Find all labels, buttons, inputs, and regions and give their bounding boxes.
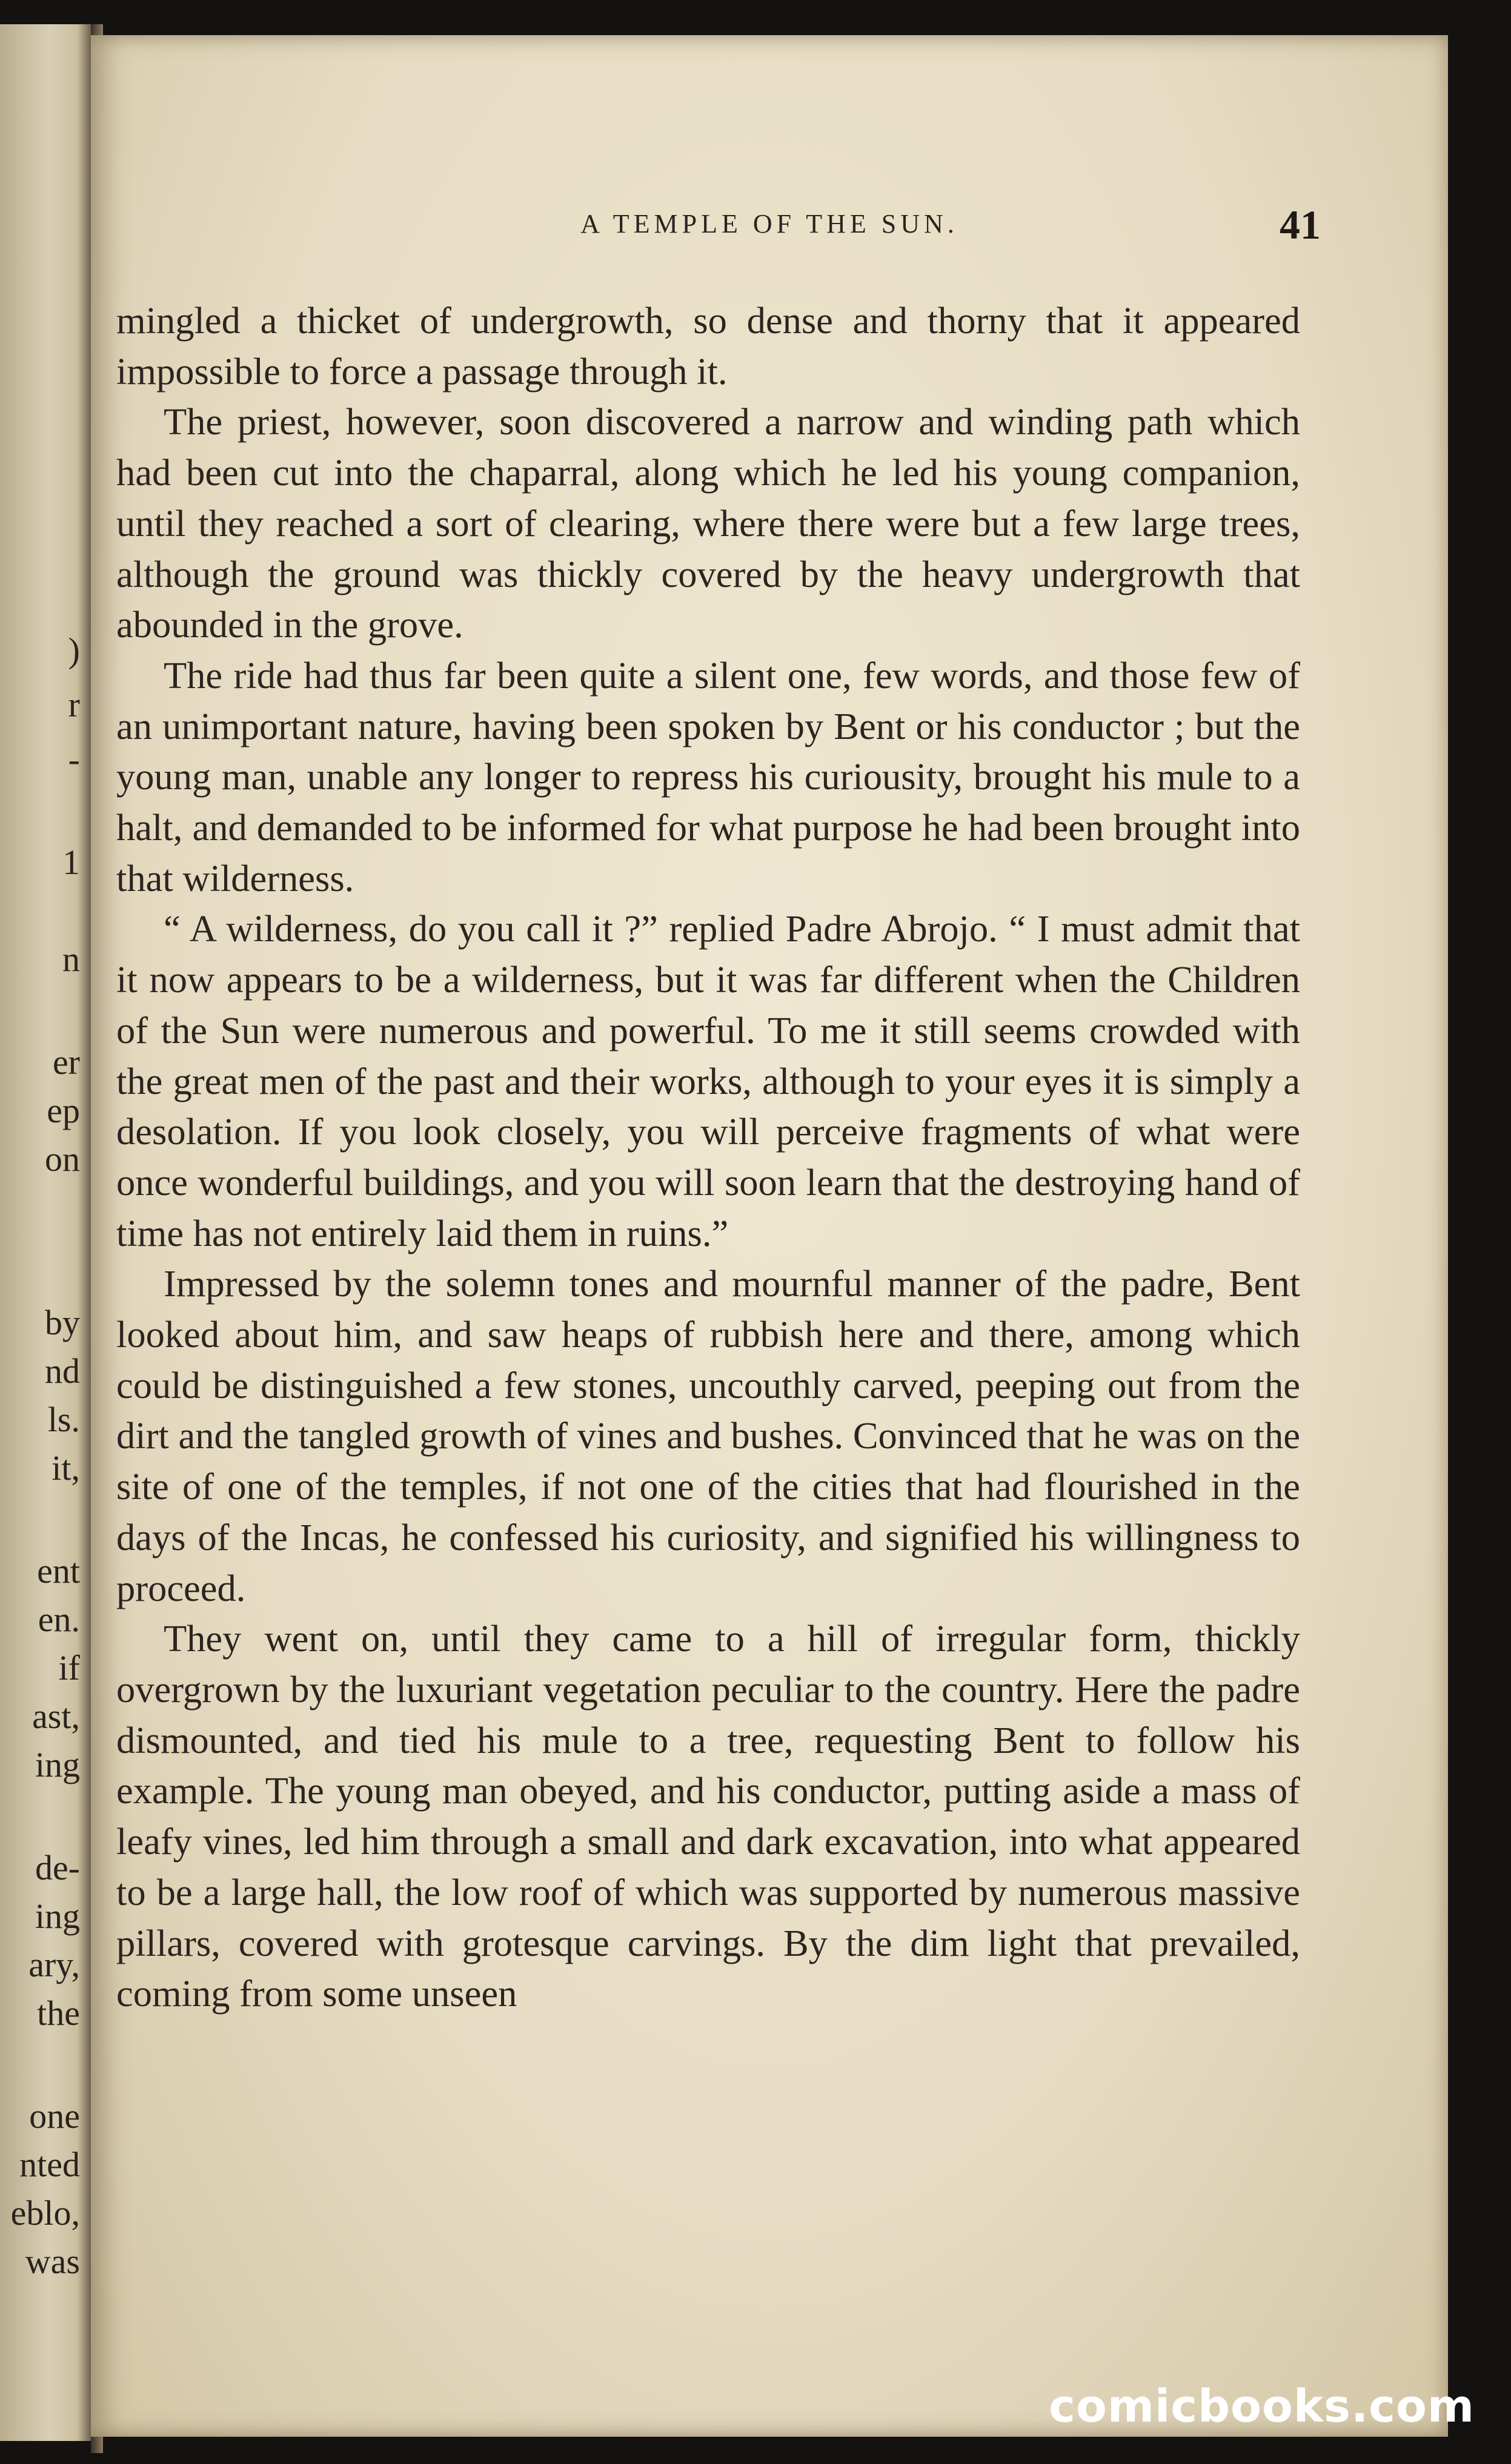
margin-fragment: ep (47, 1091, 80, 1130)
margin-fragment: it, (51, 1448, 80, 1488)
margin-fragment: en. (38, 1600, 80, 1639)
site-watermark: comicbooks.com (1049, 2380, 1475, 2433)
margin-fragment: ary, (28, 1945, 80, 1984)
margin-fragment: n (62, 939, 80, 979)
margin-fragment: eblo, (10, 2193, 80, 2233)
margin-fragment: r (68, 685, 80, 724)
margin-fragment: 1 (62, 843, 80, 882)
margin-fragment: ) (68, 631, 80, 670)
book-page (91, 35, 1448, 2437)
running-head-title: A TEMPLE OF THE SUN. (580, 209, 958, 239)
margin-fragment: by (45, 1303, 80, 1342)
margin-fragment: ast, (32, 1697, 80, 1736)
running-head (91, 202, 1448, 251)
paragraph: They went on, until they came to a hill of irregular form, thickly overgrown by the luxuriant vegetation peculiar to the country. Here the padre dismounted, and tied his mule to a tree, requesting Bent to follow his example. The young man obeyed, and his conductor, putting aside a mass of leafy vines, led him through a small and dark excavation, into what appeared to be a large hall, the low roof of which was supported by numerous massive pillars, covered with grotesque carvings. By the dim light that prevailed, coming from some unseen (116, 1617, 1300, 2015)
paragraph: Impressed by the solemn tones and mournful manner of the padre, Bent looked about him, and saw heaps of rubbish here and there, among which could be distinguished a few stones, uncouthly carved, peeping out from the dirt and the tangled growth of vines and bushes. Convinced that he was on the site of one of the temples, if not one of the cities that had flourished in the days of the Incas, he confessed his curiosity, and signified his willingness to proceed. (116, 1262, 1300, 1609)
margin-fragment: on (45, 1139, 80, 1179)
margin-fragment: ls. (47, 1400, 80, 1439)
margin-fragment: er (52, 1042, 80, 1082)
margin-fragment: nted (19, 2145, 80, 2184)
margin-fragment: was (25, 2242, 80, 2281)
previous-page-edge (0, 24, 91, 2441)
body-text (116, 296, 1300, 2019)
paragraph: mingled a thicket of undergrowth, so dense and thorny that it appeared impossible to force a passage through it. (116, 299, 1300, 392)
margin-fragment: de- (35, 1848, 80, 1887)
margin-fragment: ing (35, 1745, 80, 1784)
margin-fragment: the (37, 1993, 80, 2033)
paragraph: “ A wilderness, do you call it ?” replied Padre Abrojo. “ I must admit that it now appears to be a wilderness, but it was far different when the Children of the Sun were numerous and powerful. To me it still seems crowded with the great men of the past and their works, although to your eyes it is simply a desolation. If you look closely, you will perceive fragments of what were once wonderful buildings, and you will soon learn that the destroying hand of time has not entirely laid them in ruins.” (116, 907, 1300, 1254)
paragraph: The priest, however, soon discovered a narrow and winding path which had been cut into the chaparral, along which he led his young companion, until they reached a sort of clearing, where there were but a few large trees, although the ground was thickly covered by the heavy undergrowth that abounded in the grove. (116, 400, 1300, 646)
margin-fragment: nd (45, 1351, 80, 1391)
margin-fragment: ing (35, 1896, 80, 1936)
margin-fragment: - (68, 740, 80, 779)
paragraph: The ride had thus far been quite a silent one, few words, and those few of an unimportant nature, having been spoken by Bent or his conductor ; but the young man, unable any longer to repress his curiousity, brought his mule to a halt, and demanded to be informed for what purpose he had been brought into that wilderness. (116, 654, 1300, 899)
page-number: 41 (1280, 202, 1321, 248)
margin-fragment: ent (37, 1551, 80, 1591)
margin-fragment: one (29, 2096, 80, 2136)
margin-fragment: if (58, 1648, 80, 1687)
